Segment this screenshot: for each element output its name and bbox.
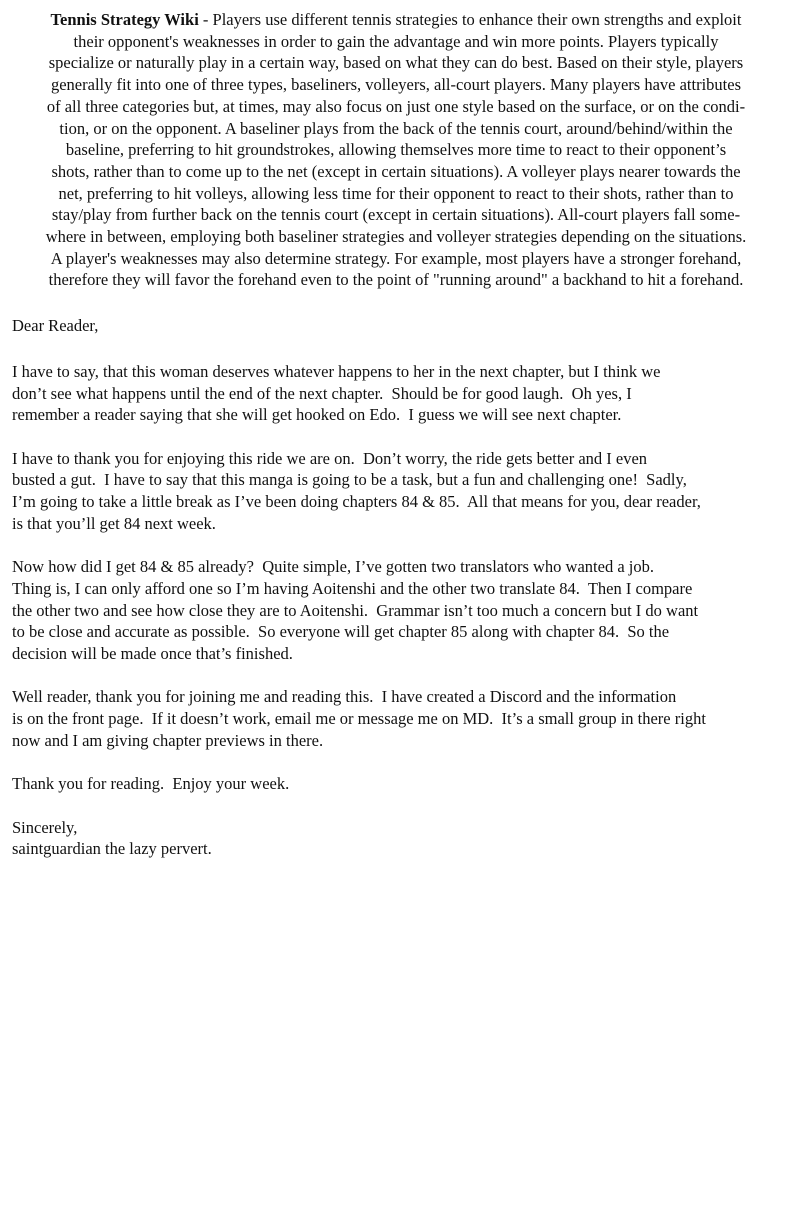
letter-paragraph <box>12 448 780 535</box>
wiki-title: Tennis Strategy Wiki <box>50 10 199 29</box>
wiki-line: A player's weaknesses may also determine strategy. For example, most players have a stronger forehand, <box>50 248 742 268</box>
wiki-line: of all three categories but, at times, may also focus on just one style based on the surface, or on the condi- <box>46 96 746 116</box>
letter-line: is that you’ll get 84 next week. <box>12 513 216 533</box>
letter-line: decision will be made once that’s finished. <box>12 643 293 663</box>
letter-line: to be close and accurate as possible. So everyone will get chapter 85 along with chapter 84. So the <box>12 622 670 642</box>
letter-paragraph <box>12 361 780 426</box>
wiki-line: shots, rather than to come up to the net (except in certain situations). A volleyer plays nearer towards the <box>51 161 741 181</box>
letter-line: Now how did I get 84 & 85 already? Quite simple, I’ve gotten two translators who wanted a job. <box>12 557 654 577</box>
letter-body <box>0 315 792 860</box>
wiki-line: specialize or naturally play in a certain way, based on what they can do best. Based on their style, players <box>48 53 744 73</box>
wiki-line: where in between, employing both baseliner strategies and volleyer strategies depending on the situations. <box>45 227 747 247</box>
wiki-line: baseline, preferring to hit groundstrokes, allowing themselves more time to react to their opponent’s <box>65 140 727 160</box>
letter-line: I have to say, that this woman deserves whatever happens to her in the next chapter, but I think we <box>12 361 661 381</box>
letter-line: the other two and see how close they are to Aoitenshi. Grammar isn’t too much a concern but I do want <box>12 600 699 620</box>
letter-paragraph <box>12 773 780 795</box>
letter-paragraph <box>12 686 780 751</box>
letter-paragraphs <box>12 361 780 795</box>
letter-line: remember a reader saying that she will get hooked on Edo. I guess we will see next chapter. <box>12 405 622 425</box>
wiki-line: their opponent's weaknesses in order to gain the advantage and win more points. Players typically <box>73 31 719 51</box>
letter-salutation: Dear Reader, <box>12 316 99 336</box>
closing-signature: saintguardian the lazy pervert. <box>12 839 212 859</box>
letter-closing <box>12 817 780 860</box>
letter-line: Thank you for reading. Enjoy your week. <box>12 774 290 794</box>
wiki-lines <box>13 31 779 291</box>
letter-paragraph <box>12 556 780 665</box>
letter-line: Thing is, I can only afford one so I’m having Aoitenshi and the other two translate 84. Then I compare <box>12 578 693 598</box>
letter-line: don’t see what happens until the end of the next chapter. Should be for good laugh. Oh yes, I <box>12 383 632 403</box>
letter-line: is on the front page. If it doesn’t work, email me or message me on MD. It’s a small group in there right <box>12 709 706 729</box>
wiki-first-line-rest: - Players use different tennis strategies to enhance their own strengths and exploit <box>198 10 742 29</box>
letter-line: Well reader, thank you for joining me and reading this. I have created a Discord and the information <box>12 687 677 707</box>
letter-line: busted a gut. I have to say that this manga is going to be a task, but a fun and challenging one! Sadly, <box>12 470 687 490</box>
wiki-line: tion, or on the opponent. A baseliner plays from the back of the tennis court, around/behind/within the <box>59 118 733 138</box>
wiki-first-line <box>13 9 779 31</box>
wiki-line: net, preferring to hit volleys, allowing less time for their opponent to react to their shots, rather than to <box>58 183 734 203</box>
letter-line: now and I am giving chapter previews in there. <box>12 730 324 750</box>
letter-line: I’m going to take a little break as I’ve been doing chapters 84 & 85. All that means for you, dear reader, <box>12 492 701 512</box>
wiki-line: therefore they will favor the forehand even to the point of "running around" a backhand to hit a forehand. <box>48 270 744 290</box>
wiki-line: generally fit into one of three types, baseliners, volleyers, all-court players. Many players have attributes <box>50 75 742 95</box>
wiki-line: stay/play from further back on the tennis court (except in certain situations). All-court players fall some- <box>51 205 741 225</box>
letter-line: I have to thank you for enjoying this ride we are on. Don’t worry, the ride gets better and I even <box>12 448 648 468</box>
closing-sincerely: Sincerely, <box>12 817 78 837</box>
wiki-intro-paragraph <box>0 9 792 291</box>
